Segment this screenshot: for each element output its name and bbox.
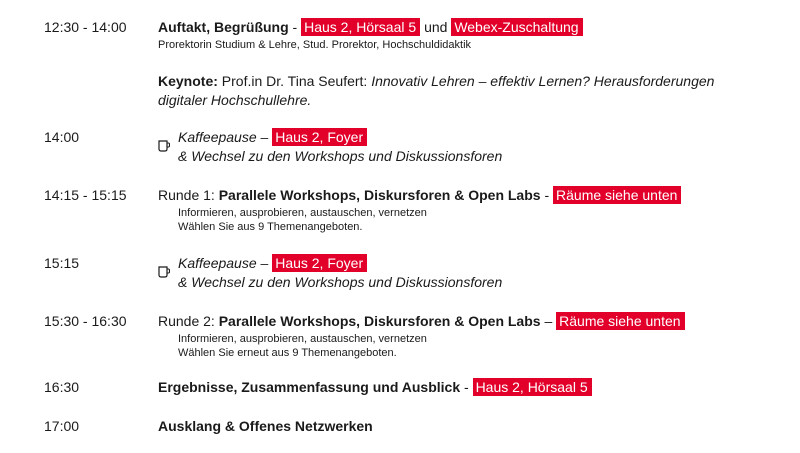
break-title: Kaffeepause	[178, 129, 257, 145]
session-title-line	[158, 312, 685, 330]
agenda-row-opening	[0, 18, 800, 113]
separator: -	[292, 19, 298, 35]
location-link-webex[interactable]: Webex-Zuschaltung	[451, 18, 582, 36]
keynote-title: Innovativ Lehren – effektiv Lernen? Herausforderungen	[371, 73, 715, 89]
agenda-row-coffee-1	[0, 128, 800, 168]
time-label: 15:15	[44, 255, 80, 271]
agenda-row-results	[0, 378, 800, 398]
coffee-cup-icon	[158, 264, 170, 278]
separator: –	[260, 255, 269, 271]
location-link-hoersaal[interactable]: Haus 2, Hörsaal 5	[473, 378, 592, 396]
agenda-row-round-2	[0, 312, 800, 362]
round-prefix: Runde 1:	[158, 187, 215, 203]
session-description: Informieren, ausprobieren, austauschen, vernetzen	[178, 207, 427, 219]
coffee-break-text	[178, 254, 502, 292]
separator: –	[544, 313, 553, 329]
separator: -	[544, 187, 550, 203]
session-description: Informieren, ausprobieren, austauschen, vernetzen	[178, 333, 427, 345]
round-prefix: Runde 2:	[158, 313, 215, 329]
session-title: Ausklang & Offenes Netzwerken	[158, 418, 373, 434]
keynote	[158, 72, 758, 110]
keynote-speaker: Prof.in Dr. Tina Seufert:	[221, 73, 368, 89]
location-link-foyer[interactable]: Haus 2, Foyer	[272, 254, 367, 272]
time-label: 12:30 - 14:00	[44, 19, 127, 35]
session-note: Wählen Sie aus 9 Themenangeboten.	[178, 221, 363, 233]
agenda-row-coffee-2	[0, 254, 800, 294]
break-subtitle: & Wechsel zu den Workshops und Diskussionsforen	[178, 274, 503, 290]
keynote-title-cont: digitaler Hochschullehre.	[158, 92, 312, 108]
agenda-row-round-1	[0, 186, 800, 236]
break-subtitle: & Wechsel zu den Workshops und Diskussionsforen	[178, 148, 503, 164]
session-title-line	[158, 18, 583, 36]
separator: –	[260, 129, 269, 145]
session-title: Ergebnisse, Zusammenfassung und Ausblick	[158, 379, 461, 395]
time-label: 16:30	[44, 379, 80, 395]
location-link-foyer[interactable]: Haus 2, Foyer	[272, 128, 367, 146]
session-title: Parallele Workshops, Diskursforen & Open Labs	[218, 313, 541, 329]
coffee-cup-icon	[158, 138, 170, 152]
session-title-line	[158, 417, 373, 435]
time-label: 15:30 - 16:30	[44, 313, 127, 329]
time-label: 14:00	[44, 129, 80, 145]
session-note: Wählen Sie erneut aus 9 Themenangeboten.	[178, 347, 397, 359]
keynote-label: Keynote:	[158, 73, 218, 89]
session-title-line	[158, 378, 592, 396]
session-title-line	[158, 186, 681, 204]
session-title: Parallele Workshops, Diskursforen & Open Labs	[218, 187, 541, 203]
break-title: Kaffeepause	[178, 255, 257, 271]
time-label: 17:00	[44, 418, 80, 434]
location-link-rooms[interactable]: Räume siehe unten	[556, 312, 684, 330]
time-label: 14:15 - 15:15	[44, 187, 127, 203]
conjunction: und	[424, 19, 448, 35]
agenda-row-closing	[0, 417, 800, 437]
session-title: Auftakt, Begrüßung	[158, 19, 289, 35]
session-speakers: Prorektorin Studium & Lehre, Stud. Prorektor, Hochschuldidaktik	[158, 39, 472, 51]
coffee-break-text	[178, 128, 502, 166]
location-link-rooms[interactable]: Räume siehe unten	[553, 186, 681, 204]
location-link-hoersaal[interactable]: Haus 2, Hörsaal 5	[301, 18, 420, 36]
separator: -	[464, 379, 469, 395]
